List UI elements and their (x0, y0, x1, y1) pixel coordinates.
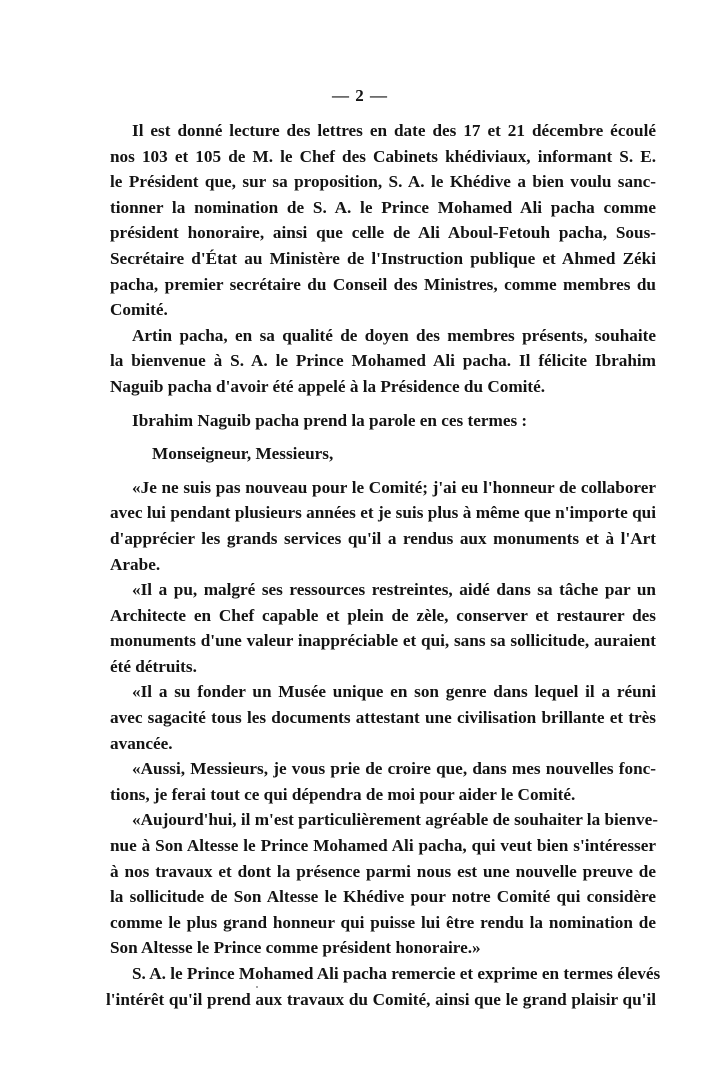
text-line: l'intérêt qu'il prend aux travaux du Comité, ainsi que le grand plaisir qu'il (106, 989, 656, 1009)
text-line: «Aussi, Messieurs, je vous prie de croire que, dans mes nouvelles fonc- (132, 759, 656, 779)
text-line: nue à Son Altesse le Prince Mohamed Ali pacha, qui veut bien s'intéresser (110, 836, 656, 856)
text-line: tionner la nomination de S. A. le Prince Mohamed Ali pacha comme (110, 197, 656, 217)
text-line: Secrétaire d'État au Ministère de l'Instruction publique et Ahmed Zéki (110, 248, 656, 268)
text-line: tions, je ferai tout ce qui dépendra de moi pour aider le Comité. (110, 784, 576, 804)
text-line: la bienvenue à S. A. le Prince Mohamed Ali pacha. Il félicite Ibrahim (110, 351, 656, 371)
text-line: «Aujourd'hui, il m'est particulièrement agréable de souhaiter la bienve- (132, 810, 658, 830)
text-line: Architecte en Chef capable et plein de zèle, conserver et restaurer des (110, 605, 656, 625)
text-line: «Il a su fonder un Musée unique en son genre dans lequel il a réuni (132, 682, 656, 702)
text-line: été détruits. (110, 656, 197, 676)
text-line: Comité. (110, 300, 168, 320)
text-line: comme le plus grand honneur qui puisse lui être rendu la nomination de (110, 912, 656, 932)
text-line: monuments d'une valeur inappréciable et qui, sans sa sollicitude, auraient (110, 631, 656, 651)
text-line: avancée. (110, 733, 173, 753)
text-line: à nos travaux et dont la présence parmi nous est une nouvelle preuve de (110, 861, 656, 881)
text-line: Naguib pacha d'avoir été appelé à la Présidence du Comité. (110, 376, 546, 396)
page-number: — 2 — (332, 86, 388, 105)
text-line: «Il a pu, malgré ses ressources restreintes, aidé dans sa tâche par un (132, 580, 656, 600)
text-line: Il est donné lecture des lettres en date des 17 et 21 décembre écoulé (132, 121, 656, 140)
body-text (106, 118, 661, 1012)
text-line: d'apprécier les grands services qu'il a rendus aux monuments et à l'Art (110, 528, 656, 548)
text-line: nos 103 et 105 de M. le Chef des Cabinets khédiviaux, informant S. E. (110, 146, 656, 166)
text-line: avec lui pendant plusieurs années et je suis plus à même que n'importe qui (110, 503, 656, 523)
text-line: président honoraire, ainsi que celle de Ali Aboul-Fetouh pacha, Sous- (110, 223, 656, 243)
print-speck (256, 986, 258, 988)
text-line: pacha, premier secrétaire du Conseil des Ministres, comme membres du (110, 274, 656, 294)
text-line: Arabe. (110, 554, 161, 574)
text-line: Monseigneur, Messieurs, (152, 444, 334, 464)
text-line: «Je ne suis pas nouveau pour le Comité; j'ai eu l'honneur de collaborer (132, 477, 656, 497)
text-line: la sollicitude de Son Altesse le Khédive pour notre Comité qui considère (110, 887, 656, 907)
text-line: Son Altesse le Prince comme président honoraire.» (110, 938, 481, 958)
text-line: le Président que, sur sa proposition, S. A. le Khédive a bien voulu sanc- (110, 172, 656, 192)
text-line: Artin pacha, en sa qualité de doyen des membres présents, souhaite (132, 325, 656, 345)
text-line: Ibrahim Naguib pacha prend la parole en ces termes : (132, 410, 528, 430)
text-line: S. A. le Prince Mohamed Ali pacha remercie et exprime en termes élevés (132, 964, 661, 983)
text-line: avec sagacité tous les documents attestant une civilisation brillante et très (110, 708, 656, 728)
